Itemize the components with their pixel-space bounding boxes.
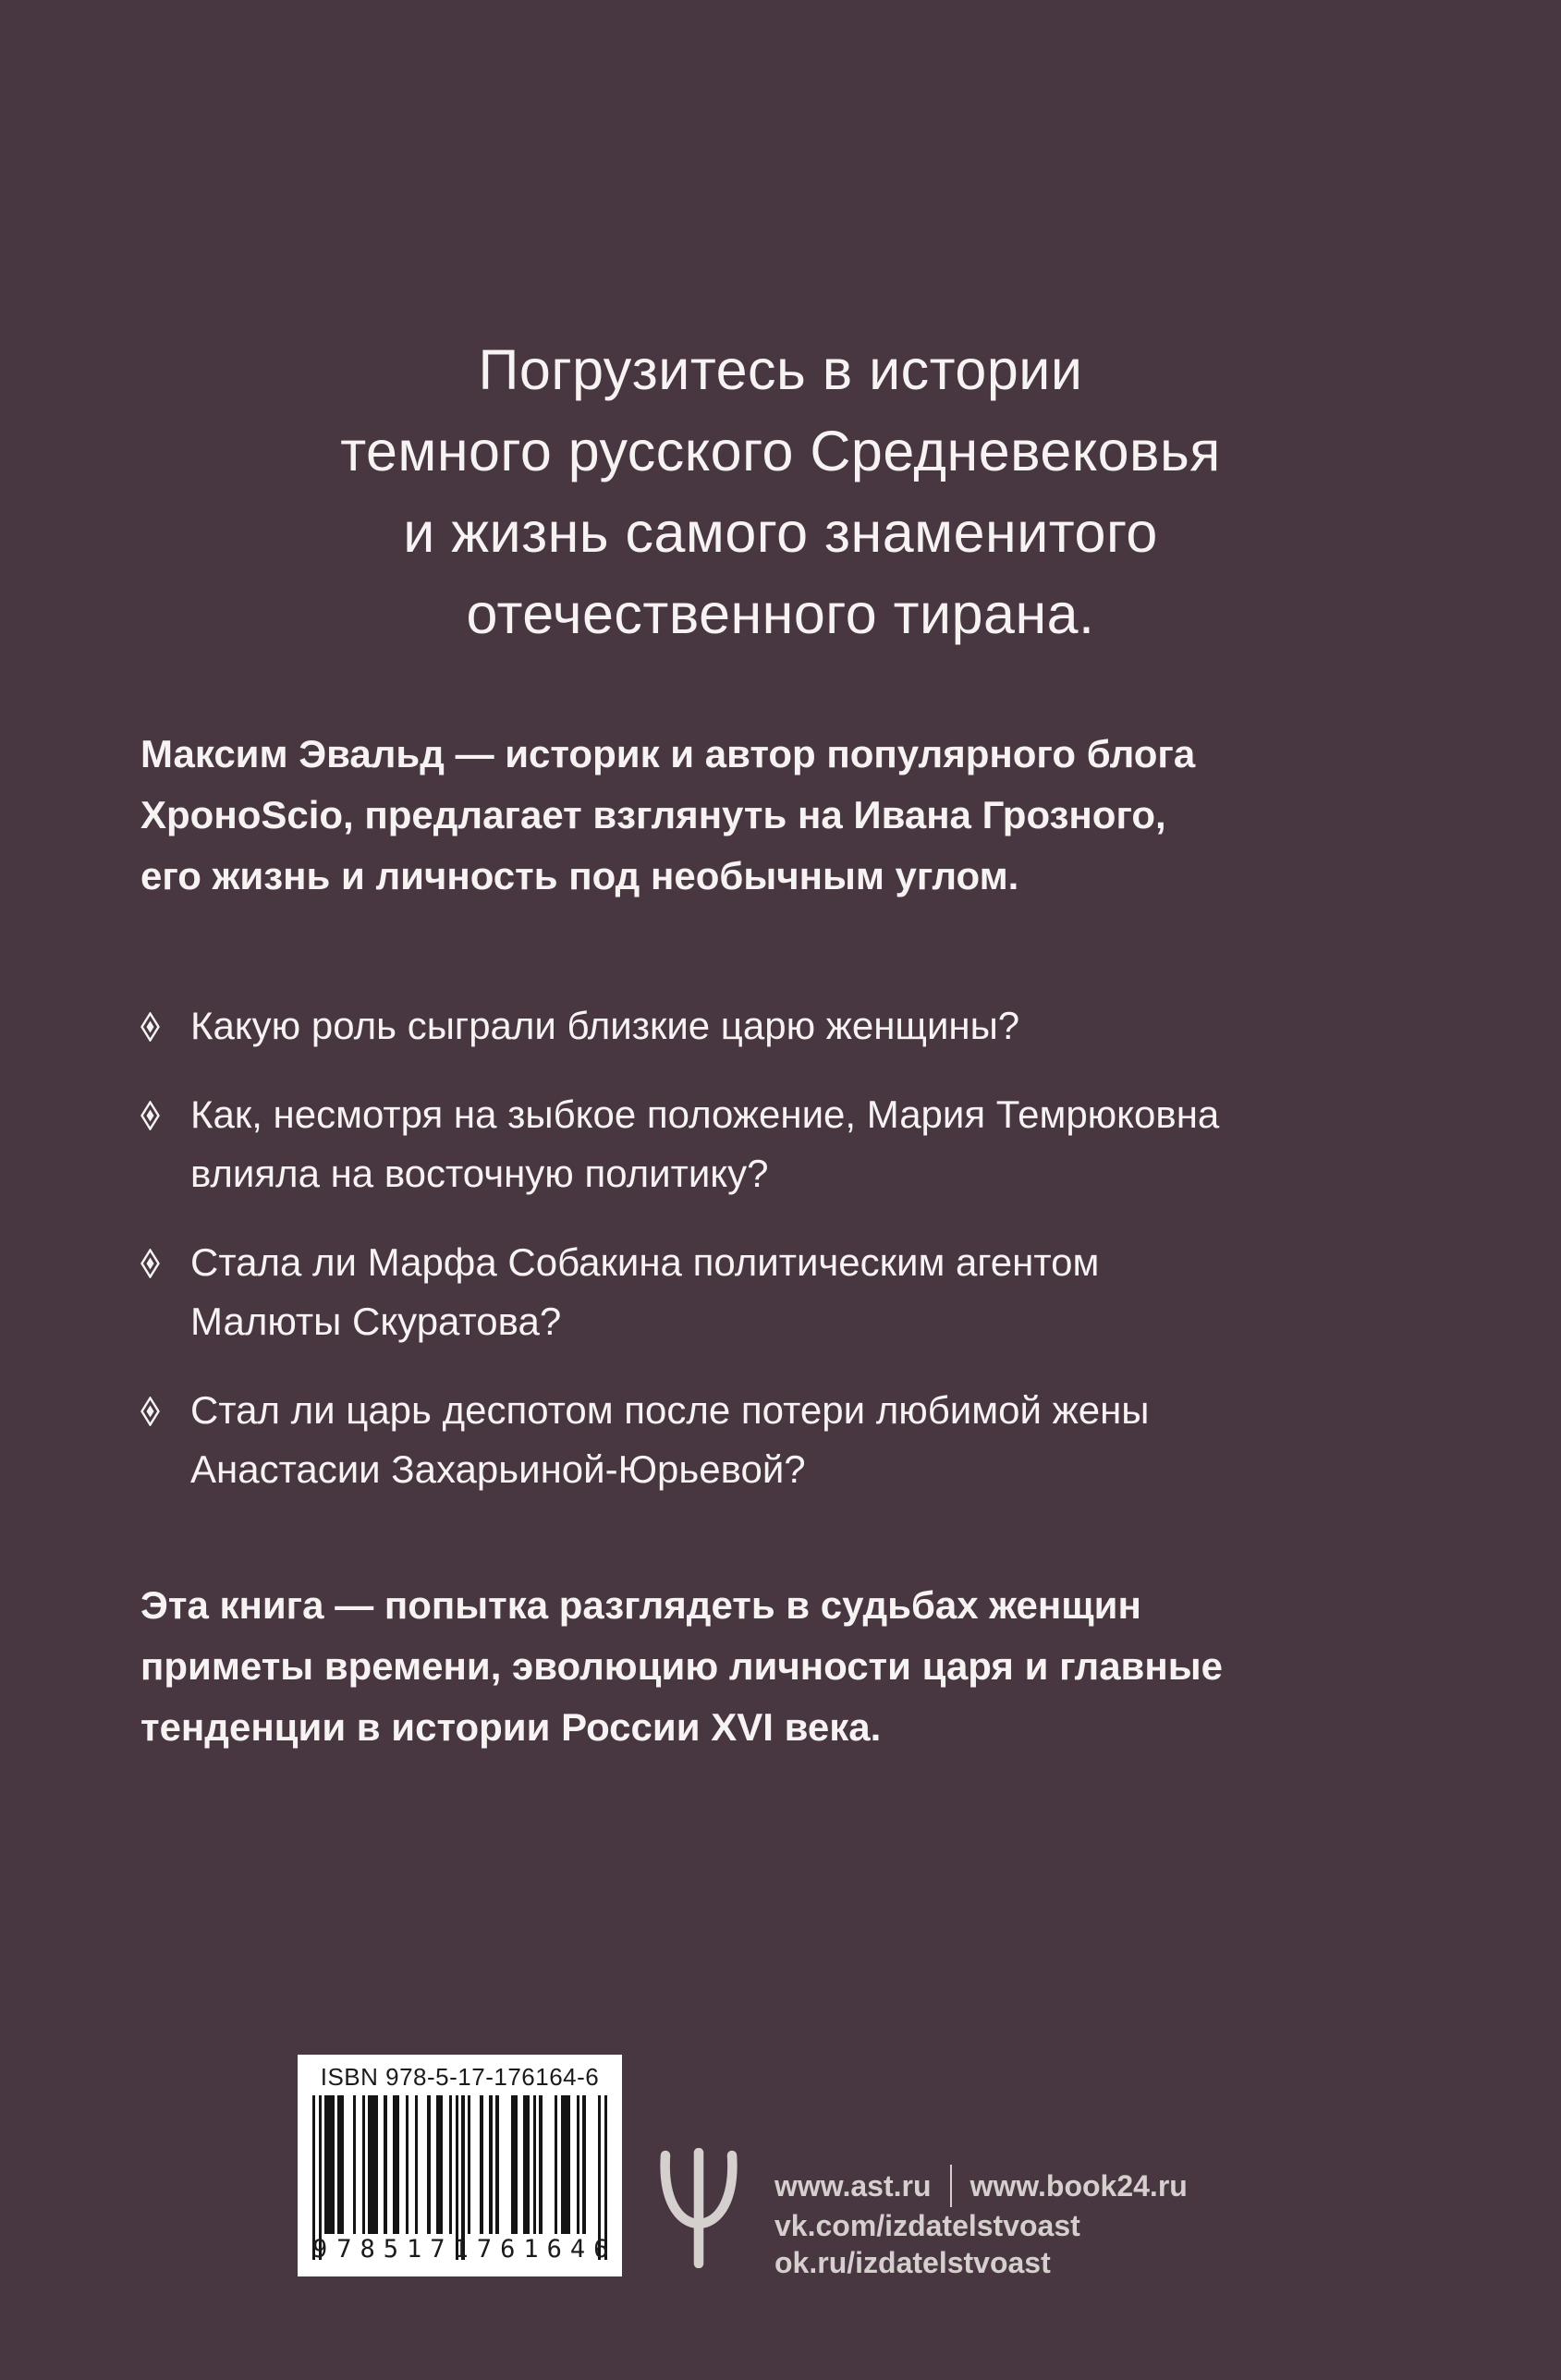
- publisher-links-line: [774, 2244, 1188, 2281]
- ean13-barcode: [312, 2095, 607, 2234]
- list-item-line: Малюты Скуратова?: [190, 1300, 562, 1343]
- vertical-divider: [950, 2165, 952, 2207]
- intro-tagline: [0, 329, 1561, 654]
- intro-line: и жизнь самого знаменитого: [403, 501, 1158, 564]
- intro-line: Погрузитесь в истории: [478, 338, 1083, 401]
- questions-list: [140, 996, 1450, 1529]
- publisher-links-line: [774, 2165, 1188, 2207]
- diamond-bullet-icon: [140, 996, 190, 1046]
- list-item-line: Стал ли царь деспотом после потери любимой жены: [190, 1388, 1150, 1432]
- list-item: [140, 996, 1450, 1056]
- closing-paragraph-line: приметы времени, эволюцию личности царя и главные: [140, 1644, 1223, 1688]
- list-item-line: влияла на восточную политику?: [190, 1152, 769, 1195]
- ast-publisher-logo-icon: [656, 2148, 741, 2268]
- list-item-text: [190, 996, 1019, 1056]
- isbn-label: ISBN 978-5-17-176164-6: [320, 2063, 600, 2091]
- barcode-digit-group: 9: [312, 2235, 328, 2264]
- closing-paragraph: [140, 1575, 1450, 1758]
- list-item: [140, 1381, 1450, 1499]
- closing-paragraph-line: тенденции в истории России XVI века.: [140, 1705, 882, 1749]
- author-paragraph-line: ХроноScio, предлагает взглянуть на Ивана Грозного,: [140, 793, 1166, 836]
- diamond-bullet-icon: [140, 1233, 190, 1283]
- publisher-links-line: [774, 2207, 1188, 2244]
- publisher-links: [774, 2165, 1188, 2281]
- list-item-line: Как, несмотря на зыбкое положение, Мария Темрюковна: [190, 1092, 1220, 1136]
- list-item-text: [190, 1233, 1099, 1351]
- intro-line: отечественного тирана.: [466, 582, 1095, 645]
- barcode-digit-group: 761646: [476, 2235, 617, 2264]
- barcode-block: [298, 2055, 622, 2276]
- author-paragraph: [140, 724, 1450, 907]
- author-paragraph-line: его жизнь и личность под необычным углом.: [140, 854, 1019, 897]
- vk-url-link[interactable]: vk.com/izdatelstvoast: [774, 2209, 1080, 2242]
- intro-line: темного русского Средневековья: [340, 420, 1221, 482]
- barcode-digit-group: 785171: [336, 2235, 477, 2264]
- author-paragraph-line: Максим Эвальд — историк и автор популярного блога: [140, 732, 1196, 775]
- list-item-text: [190, 1381, 1149, 1499]
- list-item: [140, 1085, 1450, 1203]
- ok-url-link[interactable]: ok.ru/izdatelstvoast: [774, 2246, 1051, 2279]
- list-item-line: Стала ли Марфа Собакина политическим агентом: [190, 1240, 1100, 1284]
- list-item-line: Анастасии Захарьиной-Юрьевой?: [190, 1447, 806, 1491]
- barcode-digits: [312, 2234, 617, 2264]
- list-item-line: Какую роль сыграли близкие царю женщины?: [190, 1004, 1020, 1047]
- diamond-bullet-icon: [140, 1085, 190, 1135]
- diamond-bullet-icon: [140, 1381, 190, 1431]
- book24-url-link[interactable]: www.book24.ru: [970, 2169, 1188, 2203]
- list-item-text: [190, 1085, 1219, 1203]
- ast-url-link[interactable]: www.ast.ru: [774, 2169, 932, 2203]
- list-item: [140, 1233, 1450, 1351]
- closing-paragraph-line: Эта книга — попытка разглядеть в судьбах женщин: [140, 1583, 1141, 1627]
